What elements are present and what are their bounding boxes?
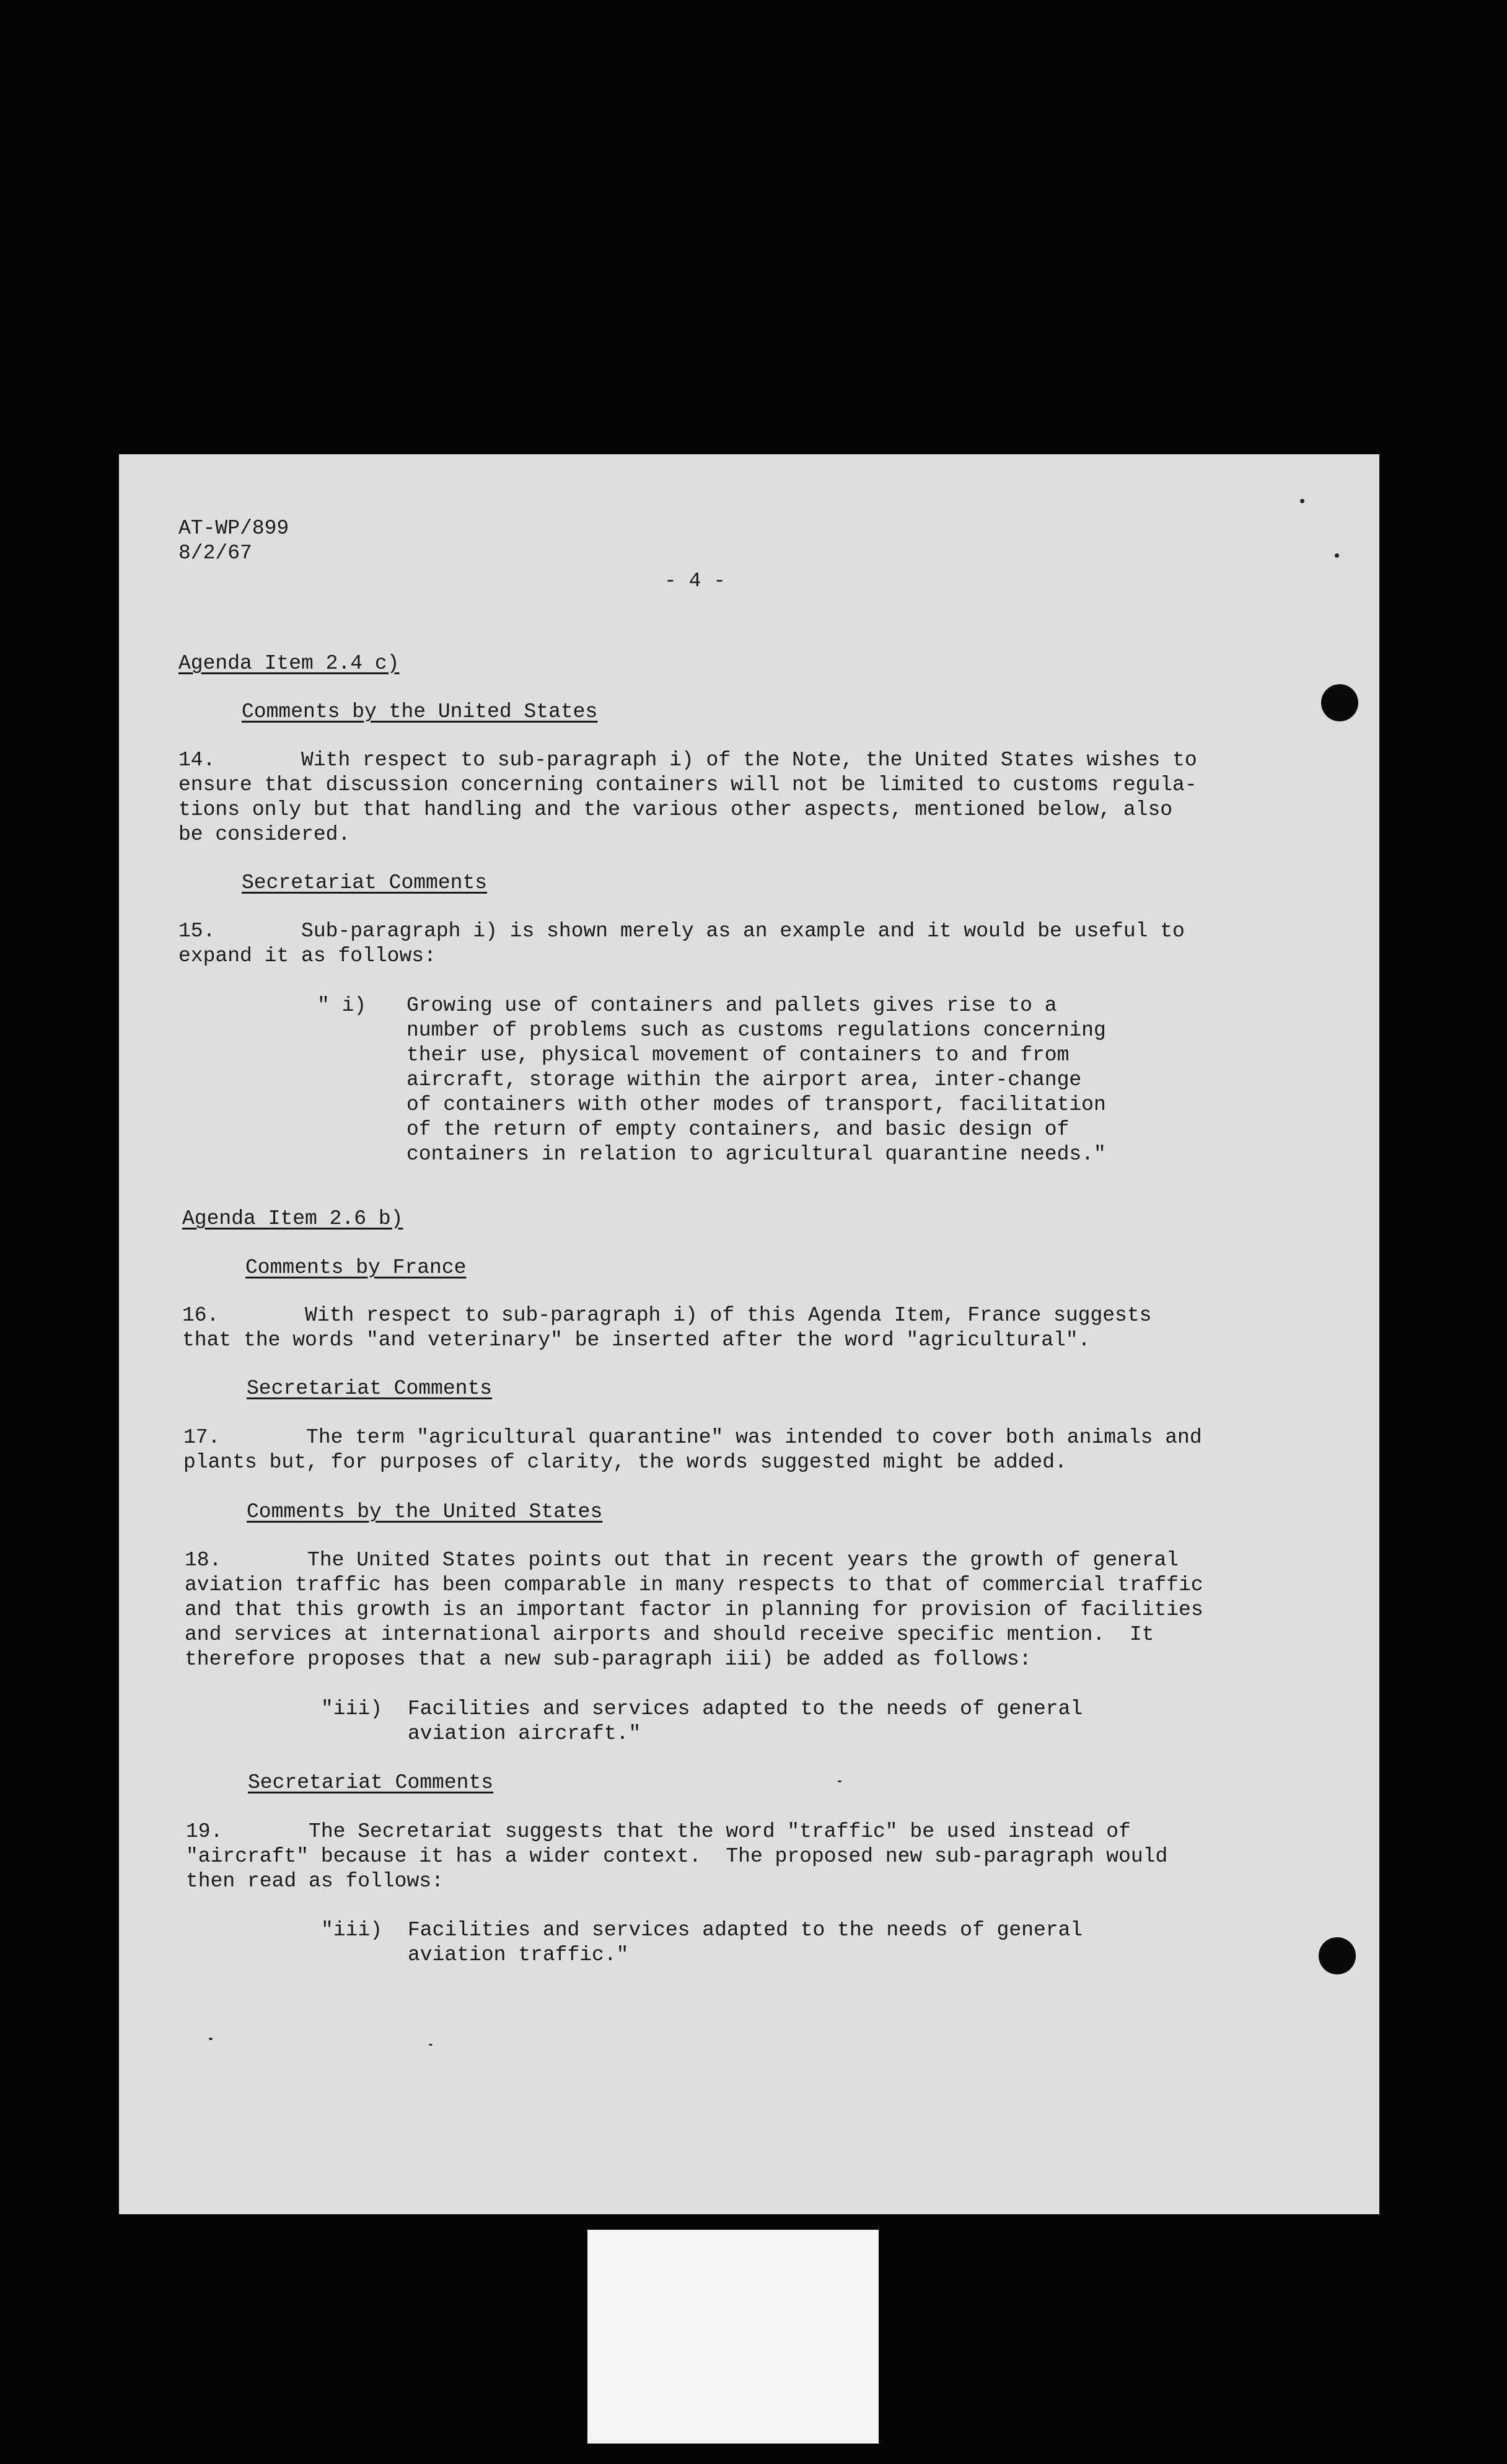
paragraph-line: aviation traffic has been comparable in many respects to that of commercial traffic <box>185 1573 1203 1596</box>
paragraph-line: that the words "and veterinary" be inserted after the word "agricultural". <box>182 1329 1091 1352</box>
document-page <box>119 454 1379 2214</box>
subheading-secretariat-comments-2: Secretariat Comments <box>247 1377 493 1400</box>
quote-line: aircraft, storage within the airport area, inter-change <box>406 1068 1082 1091</box>
page-number: - 4 - <box>664 570 726 592</box>
document-reference: AT-WP/899 <box>178 517 289 540</box>
subheading-secretariat-comments-3: Secretariat Comments <box>248 1771 494 1794</box>
scan-speck <box>838 1780 841 1782</box>
paragraph-line: and that this growth is an important factor in planning for provision of facilities <box>185 1598 1203 1621</box>
subheading-france-comments: Comments by France <box>245 1256 467 1279</box>
quote-marker: " i) <box>317 994 367 1017</box>
paragraph-line: ensure that discussion concerning containers will not be limited to customs regula- <box>178 773 1197 796</box>
subheading-us-comments-2: Comments by the United States <box>247 1500 603 1523</box>
paragraph-line: expand it as follows: <box>178 944 436 967</box>
paragraph-line: be considered. <box>178 823 351 846</box>
paragraph-line: 15. Sub-paragraph i) is shown merely as an example and it would be useful to <box>178 920 1185 943</box>
quote-line: aviation aircraft." <box>408 1722 641 1745</box>
subheading-us-comments-1: Comments by the United States <box>242 700 598 723</box>
quote-marker: "iii) <box>321 1697 383 1720</box>
quote-line: of containers with other modes of transport, facilitation <box>406 1093 1106 1116</box>
paragraph-line: "aircraft" because it has a wider context. The proposed new sub-paragraph would <box>186 1845 1168 1868</box>
section-heading-2-4c: Agenda Item 2.4 c) <box>178 652 400 675</box>
quote-line: their use, physical movement of containers to and from <box>406 1044 1070 1067</box>
document-date: 8/2/67 <box>178 542 252 565</box>
quote-line: of the return of empty containers, and basic design of <box>406 1118 1070 1141</box>
paragraph-line: and services at international airports and should receive specific mention. It <box>185 1623 1154 1646</box>
scan-speck <box>1300 499 1304 503</box>
quote-line: Facilities and services adapted to the needs of general <box>408 1697 1083 1720</box>
paragraph-line: 17. The term "agricultural quarantine" was intended to cover both animals and <box>183 1426 1202 1449</box>
subheading-secretariat-comments-1: Secretariat Comments <box>242 871 488 894</box>
quote-line: aviation traffic." <box>408 1943 629 1966</box>
paragraph-line: 16. With respect to sub-paragraph i) of this Agenda Item, France suggests <box>182 1304 1152 1327</box>
quote-marker: "iii) <box>321 1919 383 1942</box>
scan-speck <box>1335 553 1339 558</box>
punch-hole-bottom <box>1319 1937 1356 1974</box>
paragraph-line: 14. With respect to sub-paragraph i) of the Note, the United States wishes to <box>178 749 1197 772</box>
paragraph-line: 19. The Secretariat suggests that the word "traffic" be used instead of <box>186 1820 1131 1843</box>
quote-line: number of problems such as customs regulations concerning <box>406 1019 1106 1042</box>
paragraph-line: plants but, for purposes of clarity, the words suggested might be added. <box>183 1451 1067 1474</box>
quote-line: Facilities and services adapted to the needs of general <box>408 1919 1083 1942</box>
paragraph-line: then read as follows: <box>186 1870 444 1893</box>
quote-line: containers in relation to agricultural quarantine needs." <box>406 1143 1106 1166</box>
quote-line: Growing use of containers and pallets gives rise to a <box>406 994 1057 1017</box>
scan-speck <box>209 2038 213 2040</box>
paragraph-line: tions only but that handling and the various other aspects, mentioned below, also <box>178 798 1173 821</box>
blank-index-card <box>587 2230 879 2444</box>
scan-speck <box>429 2044 433 2046</box>
punch-hole-top <box>1321 684 1358 721</box>
section-heading-2-6b: Agenda Item 2.6 b) <box>182 1207 403 1230</box>
paragraph-line: 18. The United States points out that in recent years the growth of general <box>185 1549 1179 1572</box>
paragraph-line: therefore proposes that a new sub-paragraph iii) be added as follows: <box>185 1648 1032 1671</box>
